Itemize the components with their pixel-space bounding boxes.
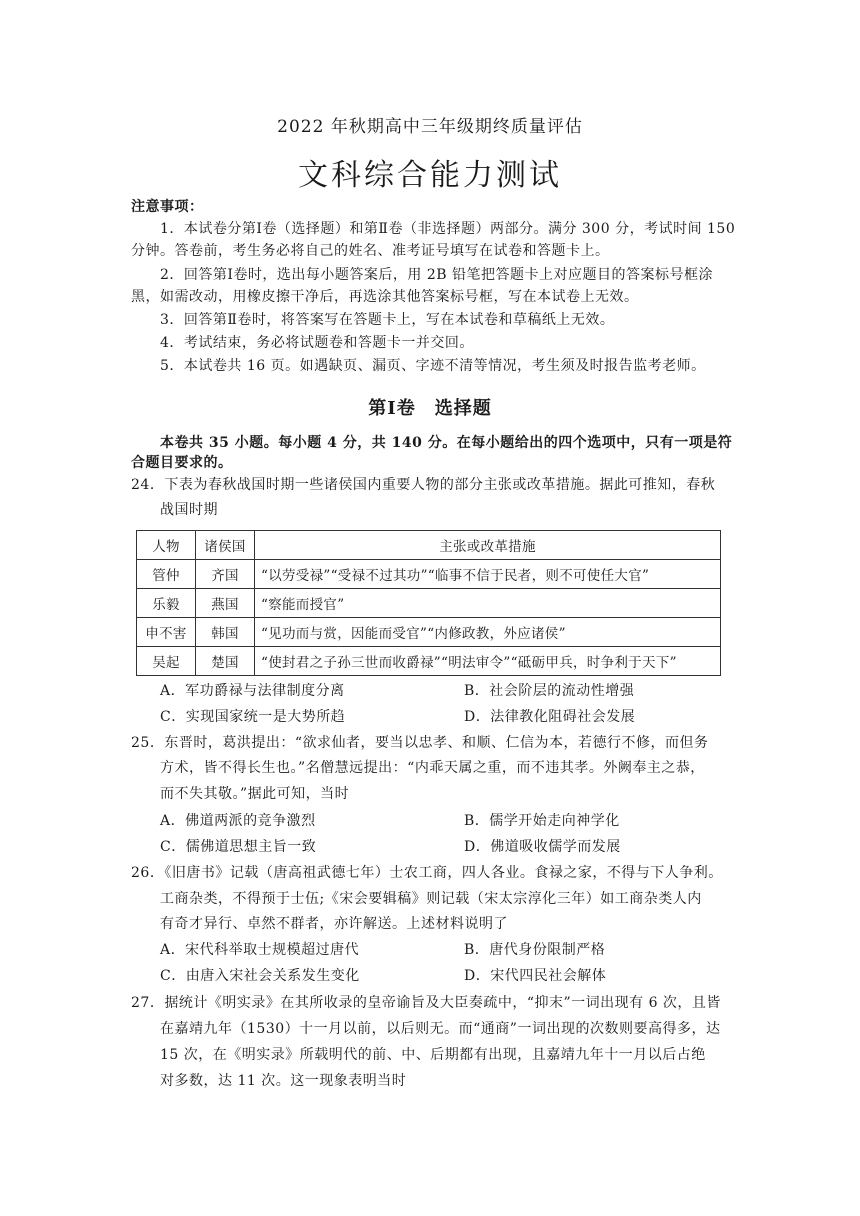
q27-stem: 在嘉靖九年（1530）十一月以前，以后则无。而“通商”一词出现的次数则要高得多，达 xyxy=(160,1021,721,1037)
exam-title: 文科综合能力测试 xyxy=(298,158,562,193)
table-row xyxy=(137,560,721,589)
table-row xyxy=(137,589,721,618)
q24-option-c: C．实现国家统一是大势所趋 xyxy=(160,709,346,725)
section-title: 第Ⅰ卷 选择题 xyxy=(368,398,492,419)
table-cell: “以劳受禄”“受禄不过其功”“临事不信于民者，则不可使任大官” xyxy=(255,560,721,589)
table-header-cell: 诸侯国 xyxy=(196,531,255,560)
q25-stem: 而不失其敬。”据此可知，当时 xyxy=(160,786,350,802)
q25-stem: 25．东晋时，葛洪提出：“欲求仙者，要当以忠孝、和顺、仁信为本，若德行不修，而但务 xyxy=(131,735,709,751)
q26-option-b: B．唐代身份限制严格 xyxy=(464,942,606,958)
notes-line: 黑，如需改动，用橡皮擦干净后，再选涂其他答案标号框，写在本试卷上无效。 xyxy=(131,289,639,305)
q25-option-d: D．佛道吸收儒学而发展 xyxy=(464,839,621,855)
table-row xyxy=(137,618,721,647)
notes-line: 3．回答第Ⅱ卷时，将答案写在答题卡上，写在本试卷和草稿纸上无效。 xyxy=(160,312,615,328)
table-header-cell: 主张或改革措施 xyxy=(255,531,721,560)
table-cell: 乐毅 xyxy=(137,589,196,618)
q26-option-d: D．宋代四民社会解体 xyxy=(464,968,607,984)
exam-subtitle: 2022 年秋期高中三年级期终质量评估 xyxy=(277,117,583,137)
table-cell: 申不害 xyxy=(137,618,196,647)
table-cell: “见功而与赏，因能而受官”“内修政教，外应诸侯” xyxy=(255,618,721,647)
q25-stem: 方术，皆不得长生也。”名僧慧远提出：“内乖天属之重，而不违其孝。外阙奉主之恭， xyxy=(160,760,705,776)
table-cell: 韩国 xyxy=(196,618,255,647)
q26-option-c: C．由唐入宋社会关系发生变化 xyxy=(160,968,360,984)
q26-stem: 26．《旧唐书》记载（唐高祖武德七年）士农工商，四人各业。食禄之家，不得与下人争利。 xyxy=(131,865,723,881)
table-row xyxy=(137,647,721,676)
section-intro: 本卷共 35 小题。每小题 4 分，共 140 分。在每小题给出的四个选项中，只有一项是符 xyxy=(160,435,733,451)
q24-table xyxy=(136,530,721,676)
notes-line: 2．回答第Ⅰ卷时，选出每小题答案后，用 2B 铅笔把答题卡上对应题目的答案标号框涂 xyxy=(160,267,714,283)
table-header-row xyxy=(137,531,721,560)
q26-stem: 有奇才异行、卓然不群者，亦许解送。上述材料说明了 xyxy=(160,916,508,932)
q25-option-a: A．佛道两派的竞争激烈 xyxy=(160,813,316,829)
notes-heading: 注意事项： xyxy=(131,199,204,215)
q27-stem: 27．据统计《明实录》在其所收录的皇帝谕旨及大臣奏疏中，“抑末”一词出现有 6 次，且皆 xyxy=(131,995,721,1011)
q24-option-a: A．军功爵禄与法律制度分离 xyxy=(160,683,345,699)
q24-option-d: D．法律教化阻碍社会发展 xyxy=(464,709,636,725)
table-header-cell: 人物 xyxy=(137,531,196,560)
section-intro: 合题目要求的。 xyxy=(131,455,233,471)
notes-line: 分钟。答卷前，考生务必将自己的姓名、准考证号填写在试卷和答题卡上。 xyxy=(131,243,610,259)
table-cell: 楚国 xyxy=(196,647,255,676)
notes-line: 4．考试结束，务必将试题卷和答题卡一并交回。 xyxy=(160,335,474,351)
table-cell: “察能而授官” xyxy=(255,589,721,618)
q25-option-b: B．儒学开始走向神学化 xyxy=(464,813,620,829)
table-cell: “使封君之子孙三世而收爵禄”“明法审令”“砥砺甲兵，时争利于天下” xyxy=(255,647,721,676)
notes-line: 1．本试卷分第Ⅰ卷（选择题）和第Ⅱ卷（非选择题）两部分。满分 300 分，考试时间 150 xyxy=(160,221,736,237)
q27-stem: 15 次，在《明实录》所载明代的前、中、后期都有出现，且嘉靖九年十一月以后占绝 xyxy=(160,1047,706,1063)
notes-line: 5．本试卷共 16 页。如遇缺页、漏页、字迹不清等情况，考生须及时报告监考老师。 xyxy=(160,358,706,374)
table-cell: 管仲 xyxy=(137,560,196,589)
q25-option-c: C．儒佛道思想主旨一致 xyxy=(160,839,317,855)
table-cell: 齐国 xyxy=(196,560,255,589)
table-cell: 燕国 xyxy=(196,589,255,618)
q27-stem: 对多数，达 11 次。这一现象表明当时 xyxy=(160,1073,407,1089)
q24-option-b: B．社会阶层的流动性增强 xyxy=(464,683,635,699)
q26-option-a: A．宋代科举取士规模超过唐代 xyxy=(160,942,360,958)
q24-stem: 战国时期 xyxy=(160,502,218,518)
q24-stem: 24．下表为春秋战国时期一些诸侯国内重要人物的部分主张或改革措施。据此可推知，春秋 xyxy=(131,477,716,493)
table-cell: 吴起 xyxy=(137,647,196,676)
q26-stem: 工商杂类，不得预于士伍;《宋会要辑稿》则记载（宋太宗淳化三年）如工商杂类人内 xyxy=(160,891,702,907)
